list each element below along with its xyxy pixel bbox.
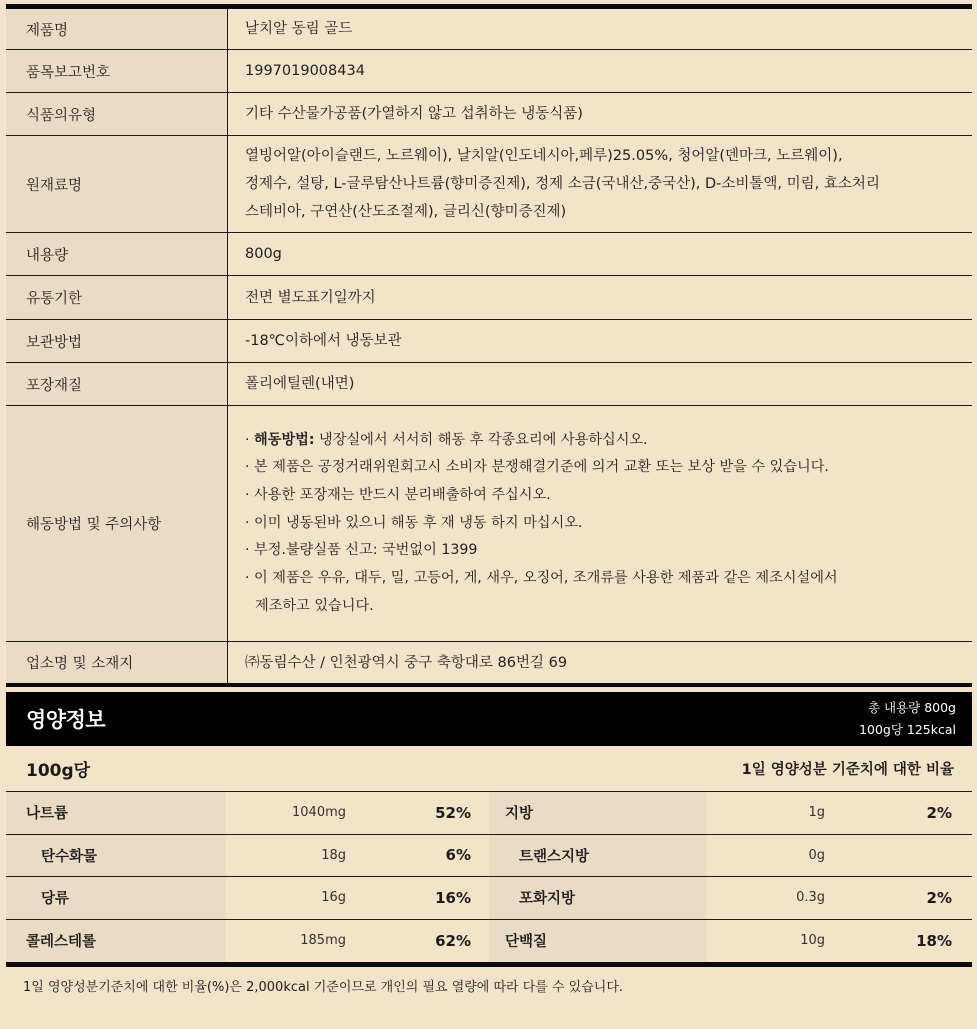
nutrient-name: 지방 <box>505 806 534 823</box>
nutrient-row <box>489 920 972 963</box>
nutrient-name: 포화지방 <box>519 891 576 908</box>
caution-item-continued: 제조하고 있습니다. <box>255 597 374 614</box>
ingredients-line: 스테비아, 구연산(산도조절제), 글리신(향미증진제) <box>245 204 567 220</box>
info-value <box>228 50 972 92</box>
nutrient-row <box>489 835 972 878</box>
caution-text: 본 제품은 공정거래위원회고시 소비자 분쟁해결기준에 의거 교환 또는 보상 받을 수 있습니다. <box>254 459 829 476</box>
caution-item <box>245 454 972 482</box>
info-label: 원재료명 <box>6 136 228 232</box>
nutrient-percent: 18% <box>916 931 952 950</box>
nutrient-amount: 0g <box>808 847 825 863</box>
nutrient-percent: 6% <box>445 846 471 865</box>
info-row-storage <box>6 320 972 363</box>
nutrient-amount: 1g <box>808 805 825 821</box>
bullet-icon: · <box>245 542 250 559</box>
volume-value: 800g <box>245 246 282 262</box>
caution-item <box>245 510 972 538</box>
nutrient-name: 콜레스테롤 <box>26 934 97 951</box>
info-row-report-number <box>6 50 972 93</box>
thaw-method-label: 해동방법: <box>254 431 315 448</box>
per-100g-label: 100g당 <box>26 761 91 781</box>
info-value <box>228 93 972 135</box>
info-row-ingredients <box>6 136 972 233</box>
nutrient-name: 당류 <box>41 891 70 908</box>
expiry-value: 전면 별도표기일까지 <box>245 289 376 306</box>
nutrient-row <box>489 877 972 920</box>
info-row-packaging <box>6 363 972 406</box>
info-label: 식품의유형 <box>6 93 228 135</box>
product-info-table <box>6 4 972 687</box>
info-label: 유통기한 <box>6 276 228 319</box>
info-value <box>228 363 972 405</box>
nutrient-percent: 2% <box>926 888 952 907</box>
nutrient-amount: 18g <box>321 847 346 863</box>
product-name-value: 날치알 동림 골드 <box>245 21 353 37</box>
nutrient-name: 탄수화물 <box>41 848 98 865</box>
nutrition-footnote: 1일 영양성분기준치에 대한 비율(%)은 2,000kcal 기준이므로 개인의 필요 열량에 따라 다를 수 있습니다. <box>23 980 624 995</box>
info-label: 품목보고번호 <box>6 50 228 92</box>
info-row-product-name <box>6 9 972 50</box>
nutrition-subheader <box>6 746 972 792</box>
nutrition-title: 영양정보 <box>26 708 106 732</box>
caution-text: 사용한 포장재는 반드시 분리배출하여 주십시오. <box>254 486 551 503</box>
info-value <box>228 136 972 232</box>
caution-list <box>228 406 972 641</box>
nutrient-percent: 62% <box>435 931 471 950</box>
nutrient-percent: 16% <box>435 888 471 907</box>
manufacturer-value: ㈜동림수산 / 인천광역시 중구 축항대로 86번길 69 <box>245 654 568 671</box>
info-label: 포장재질 <box>6 363 228 405</box>
info-row-expiry <box>6 276 972 320</box>
product-label-page <box>6 0 972 995</box>
nutrition-column-right <box>489 792 972 962</box>
caution-item <box>245 482 972 510</box>
food-type-value: 기타 수산물가공품(가열하지 않고 섭취하는 냉동식품) <box>245 106 583 122</box>
info-value <box>228 642 972 683</box>
caution-text: 이 제품은 우유, 대두, 밀, 고등어, 게, 새우, 오징어, 조개류를 사용한 제품과 같은 제조시설에서 <box>254 570 838 587</box>
caution-item <box>245 427 972 455</box>
caution-text: 부정.불량실품 신고: 국번없이 1399 <box>254 542 478 559</box>
nutrient-name: 나트륨 <box>26 806 69 823</box>
info-row-volume <box>6 233 972 276</box>
info-label: 내용량 <box>6 233 228 275</box>
nutrition-grid <box>6 792 972 967</box>
nutrient-amount: 16g <box>321 890 346 906</box>
total-volume: 총 내용량 800g <box>867 700 956 715</box>
nutrient-percent: 2% <box>926 803 952 822</box>
storage-value: -18℃이하에서 냉동보관 <box>245 333 402 349</box>
info-value <box>228 233 972 275</box>
info-label: 해동방법 및 주의사항 <box>6 406 228 641</box>
caution-text: 이미 냉동된바 있으니 해동 후 재 냉동 하지 마십시오. <box>254 514 583 531</box>
ingredients-line: 열빙어알(아이슬랜드, 노르웨이), 날치알(인도네시아,페루)25.05%, 청어알(덴마크, 노르웨이), <box>245 148 843 164</box>
nutrient-amount: 10g <box>800 933 825 949</box>
info-value <box>228 276 972 319</box>
report-number-value: 1997019008434 <box>245 63 365 79</box>
info-label: 제품명 <box>6 9 228 49</box>
nutrient-row <box>6 920 489 963</box>
bullet-icon: · <box>245 459 250 476</box>
nutrient-amount: 0.3g <box>796 890 825 906</box>
nutrition-meta <box>859 697 956 741</box>
caution-item <box>245 565 972 593</box>
bullet-icon: · <box>245 514 250 531</box>
nutrient-row <box>6 792 489 835</box>
info-label: 보관방법 <box>6 320 228 362</box>
nutrient-name: 트랜스지방 <box>519 848 590 865</box>
nutrient-row <box>489 792 972 835</box>
packaging-value: 폴리에틸렌(내면) <box>245 376 355 392</box>
kcal-per-100g: 100g당 125kcal <box>859 722 956 737</box>
bullet-icon: · <box>245 486 250 503</box>
daily-ratio-label: 1일 영양성분 기준치에 대한 비율 <box>741 762 954 778</box>
ingredients-line: 정제수, 설탕, L-글루탐산나트륨(향미증진제), 정제 소금(국내산,중국산), D-소비톨액, 미림, 효소처리 <box>245 176 880 192</box>
thaw-method-text: 냉장실에서 서서히 해동 후 각종요리에 사용하십시오. <box>314 431 648 448</box>
info-row-manufacturer <box>6 642 972 683</box>
nutrition-column-left <box>6 792 489 962</box>
bullet-icon: · <box>245 570 250 587</box>
caution-item <box>245 537 972 565</box>
nutrient-amount: 1040mg <box>292 805 346 821</box>
info-row-thaw-caution <box>6 406 972 642</box>
nutrient-amount: 185mg <box>300 933 346 949</box>
bullet-icon: · <box>245 431 250 448</box>
nutrient-row <box>6 877 489 920</box>
info-value <box>228 9 972 49</box>
nutrient-name: 단백질 <box>505 934 548 951</box>
nutrient-row <box>6 835 489 878</box>
info-label: 업소명 및 소재지 <box>6 642 228 683</box>
nutrient-percent: 52% <box>435 803 471 822</box>
info-value <box>228 320 972 362</box>
nutrition-header <box>6 692 972 746</box>
info-row-food-type <box>6 93 972 136</box>
